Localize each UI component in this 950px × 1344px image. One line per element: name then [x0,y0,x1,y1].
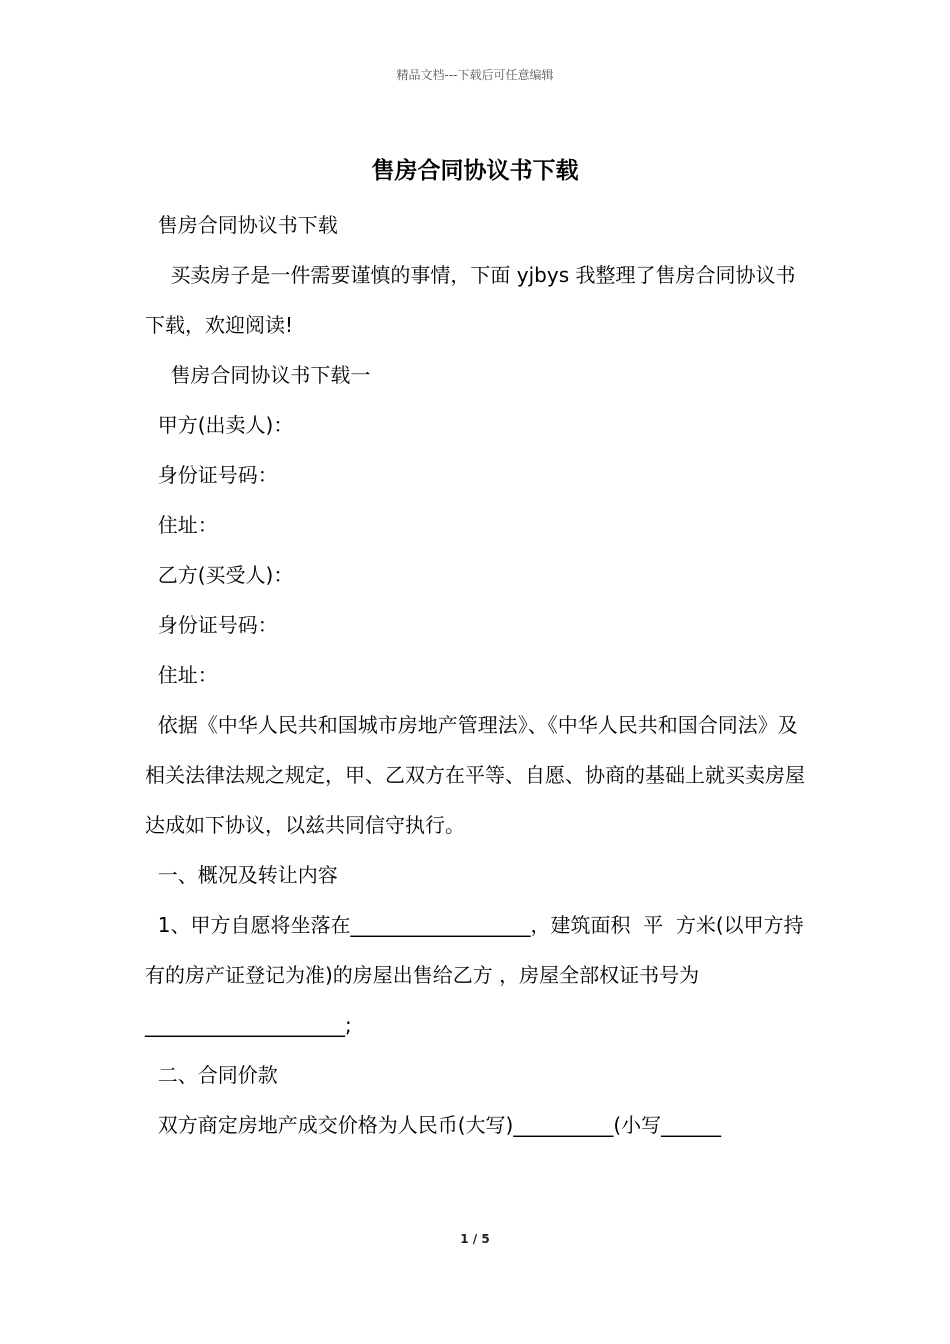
paragraph: 甲方(出卖人)： [145,413,294,437]
paragraph: 身份证号码： [145,613,278,637]
page-header: 精品文档---下载后可任意编辑 [396,68,554,82]
paragraph: 住址： [145,663,218,687]
paragraph: 二、合同价款 [145,1063,278,1087]
paragraph: 一、概况及转让内容 [145,863,338,887]
paragraph: 乙方(买受人)： [145,563,294,587]
document-body [145,200,810,1150]
paragraph: 1、甲方自愿将坐落在__________________，建筑面积 平 方米(以甲方持有的房产证登记为准)的房屋出售给乙方 ，房屋全部权证书号为____________________; [145,913,804,1037]
paragraph: 依据《中华人民共和国城市房地产管理法》、《中华人民共和国合同法》及相关法律法规之规定，甲、乙双方在平等、自愿、协商的基础上就买卖房屋达成如下协议，以兹共同信守执行。 [145,713,805,837]
paragraph: 身份证号码： [145,463,278,487]
document-title: 售房合同协议书下载 [371,158,579,184]
paragraph: 售房合同协议书下载 [145,213,338,237]
page-number: 1 / 5 [460,1232,490,1246]
paragraph: 售房合同协议书下载一 [145,363,371,387]
paragraph: 双方商定房地产成交价格为人民币(大写)__________(小写______ [145,1113,722,1137]
paragraph: 住址： [145,513,218,537]
paragraph: 买卖房子是一件需要谨慎的事情，下面 yjbys 我整理了售房合同协议书下载，欢迎阅读! [145,263,796,337]
